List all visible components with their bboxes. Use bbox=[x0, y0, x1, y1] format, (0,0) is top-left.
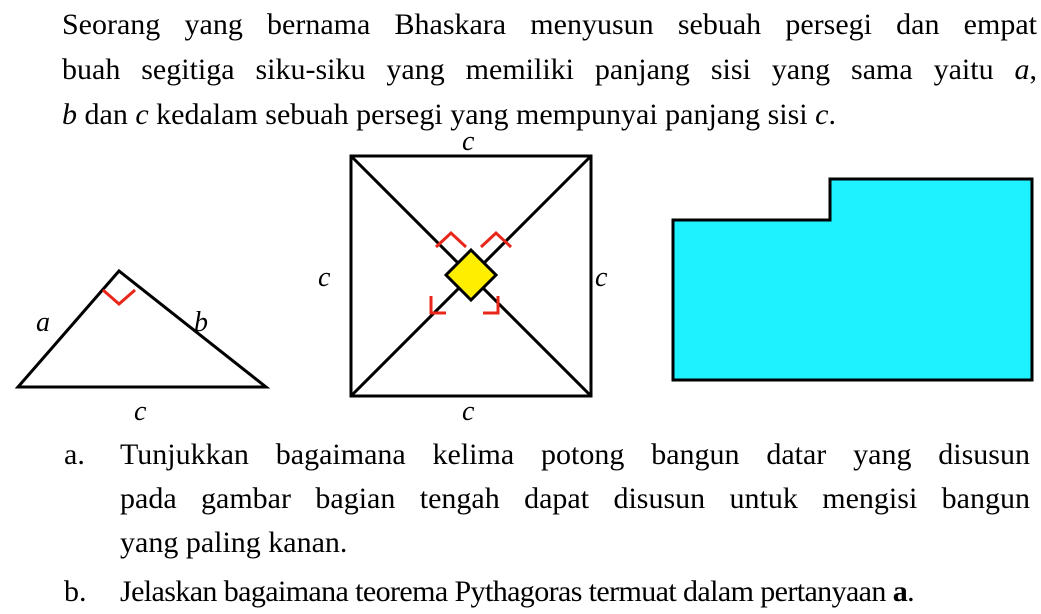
right-angle-marker-bottom-right bbox=[483, 296, 498, 313]
var-a: a bbox=[1014, 53, 1030, 86]
label-a: a bbox=[36, 307, 50, 338]
var-c-2: c bbox=[815, 98, 829, 131]
var-b: b bbox=[62, 98, 77, 131]
right-triangle bbox=[18, 271, 266, 387]
target-shape bbox=[673, 179, 1032, 380]
intro-dan: dan bbox=[77, 98, 136, 131]
right-angle-marker bbox=[103, 290, 135, 304]
intro-line-1: Seorang yang bernama Bhaskara menyusun sebuah persegi dan empat bbox=[62, 8, 1037, 41]
question-a-text bbox=[120, 433, 1030, 565]
intro-line-3-text: kedalam sebuah persegi yang mempunyai panjang sisi bbox=[148, 98, 816, 131]
question-a bbox=[64, 433, 1030, 565]
question-b-label: b. bbox=[64, 575, 87, 608]
question-a-line-1: Tunjukkan bagaimana kelima potong bangun datar yang disusun bbox=[120, 438, 1030, 471]
label-c: c bbox=[134, 396, 147, 427]
label-c-top: c bbox=[462, 126, 475, 157]
label-c-bottom: c bbox=[462, 396, 475, 427]
label-c-right: c bbox=[595, 262, 608, 293]
question-b-ref: a bbox=[892, 575, 908, 608]
intro-line-2-text: buah segitiga siku-siku yang memiliki panjang sisi yang sama yaitu bbox=[62, 53, 1015, 86]
question-b bbox=[64, 570, 1030, 614]
question-a-label: a. bbox=[64, 438, 85, 471]
bhaskara-square-figure bbox=[318, 126, 608, 427]
question-b-text-main: Jelaskan bagaimana teorema Pythagoras termuat dalam pertanyaan bbox=[120, 575, 893, 608]
var-c: c bbox=[135, 98, 149, 131]
question-a-line-3: yang paling kanan. bbox=[120, 526, 348, 559]
period: . bbox=[828, 98, 836, 131]
comma: , bbox=[1029, 53, 1037, 86]
question-b-period: . bbox=[907, 575, 915, 608]
label-b: b bbox=[194, 307, 208, 338]
question-a-line-2: pada gambar bagian tengah dapat disusun untuk mengisi bangun bbox=[120, 482, 1030, 515]
label-c-left: c bbox=[318, 262, 331, 293]
right-triangle-figure bbox=[18, 271, 266, 427]
question-b-text bbox=[120, 570, 1030, 614]
